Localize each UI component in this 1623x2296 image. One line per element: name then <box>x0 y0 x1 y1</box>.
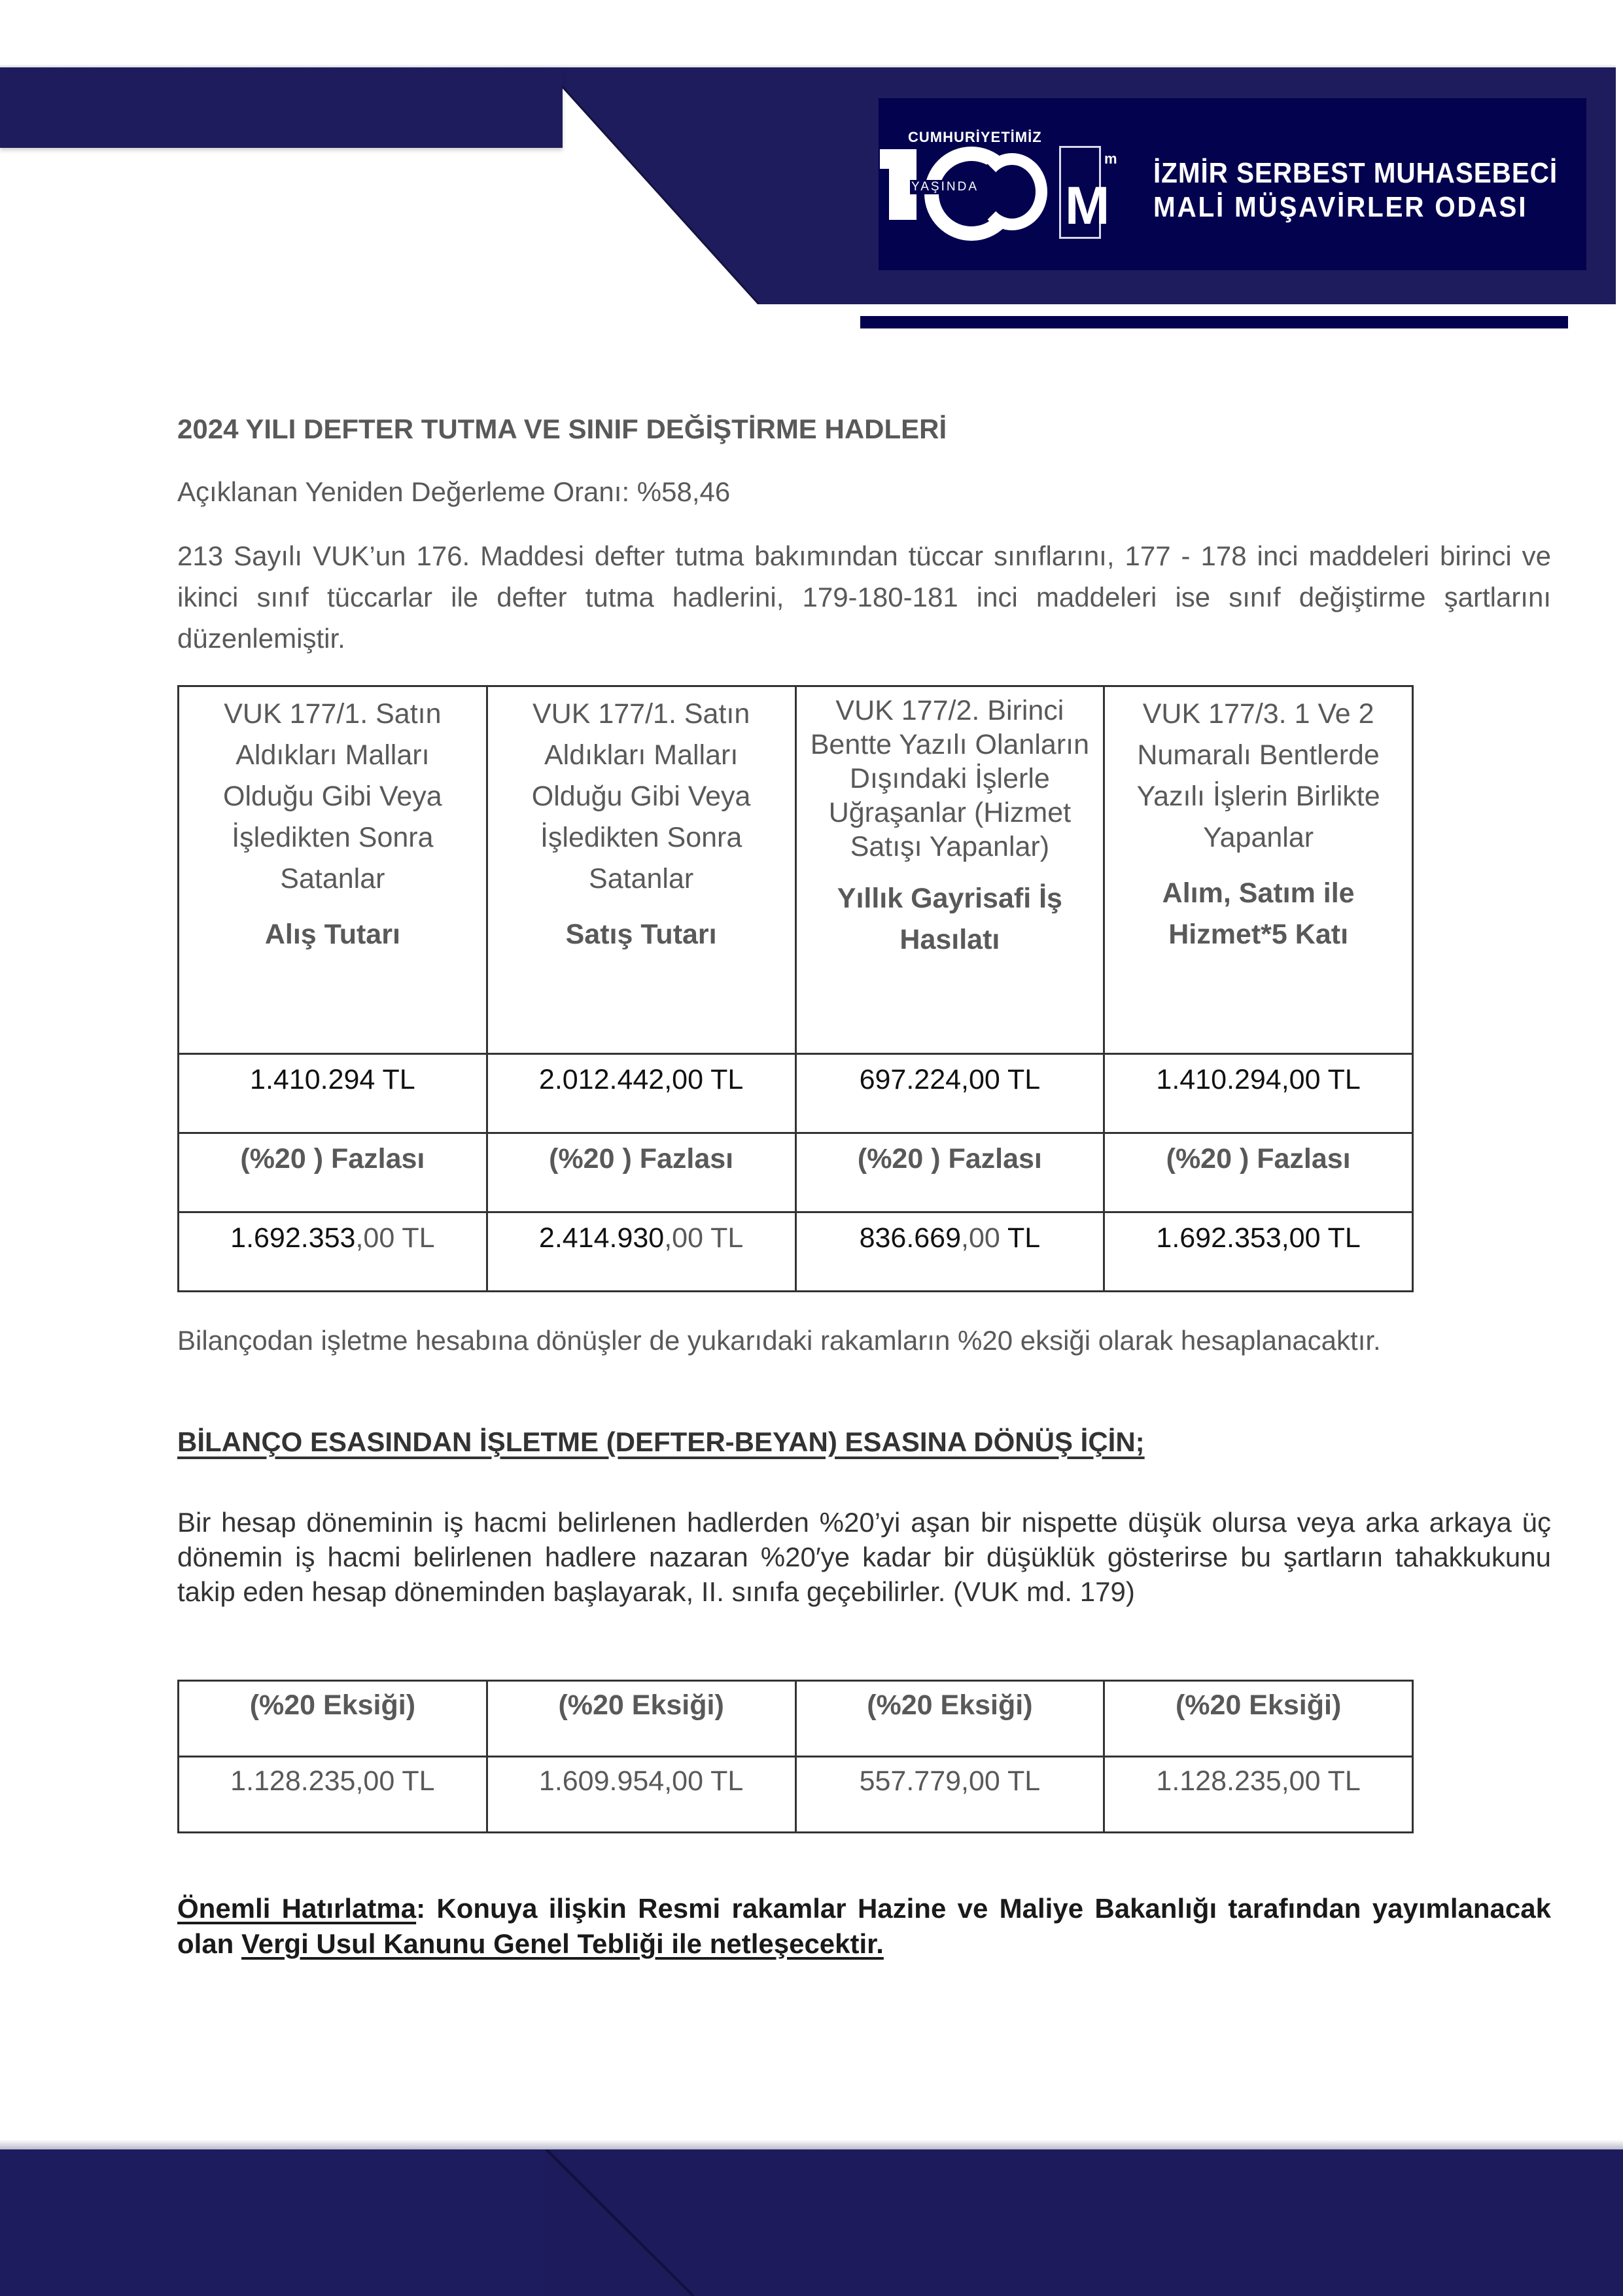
footer-diagonal-divider <box>0 2149 1623 2296</box>
column-measure: Alış Tutarı <box>264 919 400 950</box>
plus20-suffix: ,00 TL <box>355 1222 435 1254</box>
plus20-value: 2.414.930 <box>538 1222 665 1254</box>
table-cell: 1.128.235,00 TL <box>1104 1757 1413 1833</box>
logo-m-mark-icon <box>1059 146 1110 239</box>
table-cell <box>179 1054 487 1133</box>
logo-org-name-line2: MALİ MÜŞAVİRLER ODASI <box>1153 191 1528 223</box>
table-row-plus20-values <box>179 1212 1413 1292</box>
header-left-bar <box>0 67 563 148</box>
table-row <box>179 1757 1413 1833</box>
logo-anniversary-bottom: YAŞINDA <box>911 180 979 194</box>
column-description: VUK 177/1. Satın Aldıkları Malları Olduğu Gibi Veya İşledikten Sonra Satanlar <box>223 698 442 894</box>
limit-value: 697.224,00 TL <box>859 1064 1041 1095</box>
limit-value: 1.410.294 <box>250 1064 375 1095</box>
table-row-plus20-label <box>179 1133 1413 1212</box>
table-cell: (%20 ) Fazlası <box>179 1133 487 1212</box>
table-cell: 1.128.235,00 TL <box>179 1757 487 1833</box>
table-cell <box>1104 1054 1413 1133</box>
plus20-value: 1.692.353,00 TL <box>1156 1222 1361 1254</box>
table-cell <box>795 1212 1104 1292</box>
column-description: VUK 177/1. Satın Aldıkları Malları Olduğu Gibi Veya İşledikten Sonra Satanlar <box>531 698 751 894</box>
table-header-cell: (%20 Eksiği) <box>487 1681 795 1757</box>
table-header-cell <box>795 686 1104 1054</box>
organization-logo <box>879 98 1586 270</box>
plus20-suffix: TL <box>1000 1222 1041 1254</box>
page-title: 2024 YILI DEFTER TUTMA VE SINIF DEĞİŞTİRME HADLERİ <box>177 414 947 444</box>
footer-band <box>0 2149 1623 2296</box>
limits-table <box>177 685 1414 1292</box>
limit-value: 2.012.442,00 TL <box>538 1064 744 1095</box>
column-measure: Satış Tutarı <box>565 919 717 950</box>
intro-paragraph: 213 Sayılı VUK’un 176. Maddesi defter tutma bakımından tüccar sınıflarını, 177 - 178 inci maddeleri birinci ve ikinci sınıf tüccarlar ile defter tutma hadlerini, 179-180-181 inci maddeleri ise sınıf değiştirme şartlarını düzenlemiştir. <box>177 540 1551 654</box>
table-header-cell: (%20 Eksiği) <box>179 1681 487 1757</box>
plus20-value: 1.692.353 <box>230 1222 356 1254</box>
table-header-cell <box>1104 686 1413 1054</box>
table-row-limits <box>179 1054 1413 1133</box>
table-cell: (%20 ) Fazlası <box>487 1133 795 1212</box>
column-measure: Yıllık Gayrisafi İş Hasılatı <box>837 883 1062 955</box>
footer-shadow <box>0 2140 1623 2150</box>
table-cell: 1.609.954,00 TL <box>487 1757 795 1833</box>
table-header-cell: (%20 Eksiği) <box>795 1681 1104 1757</box>
plus20-decimal: ,00 <box>961 1222 1000 1254</box>
bilanco-note: Bilançodan işletme hesabına dönüşler de yukarıdaki rakamların %20 eksiği olarak hesaplanacaktır. <box>177 1325 1381 1356</box>
plus20-suffix: ,00 TL <box>664 1222 744 1254</box>
table-header-row <box>179 1681 1413 1757</box>
reminder-label: Önemli Hatırlatma <box>177 1893 417 1924</box>
important-reminder <box>177 1891 1551 1962</box>
plus20-value: 836.669 <box>859 1222 962 1254</box>
minus20-table <box>177 1680 1414 1833</box>
table-cell: (%20 ) Fazlası <box>795 1133 1104 1212</box>
table-cell <box>795 1054 1104 1133</box>
limit-suffix: TL <box>375 1064 415 1095</box>
logo-org-name-line1: İZMİR SERBEST MUHASEBECİ <box>1153 157 1558 189</box>
rule-paragraph: Bir hesap döneminin iş hacmi belirlenen hadlerden %20’yi aşan bir nispette düşük olursa veya arka arkaya üç dönemin iş hacmi belirlenen hadlere nazaran %20′ye kadar bir düşüklük gösterirse bu şartların tahakkukunu takip eden hesap döneminden başlayarak, II. sınıfa geçebilirler. (VUK md. 179) <box>177 1507 1551 1607</box>
column-measure: Alım, Satım ile Hizmet*5 Katı <box>1162 877 1355 950</box>
column-description: VUK 177/3. 1 Ve 2 Numaralı Bentlerde Yazılı İşlerin Birlikte Yapanlar <box>1136 698 1380 853</box>
logo-digit-zero-icon <box>977 153 1047 230</box>
limit-value: 1.410.294,00 TL <box>1156 1064 1361 1095</box>
table-cell <box>487 1212 795 1292</box>
logo-anniversary-top: CUMHURİYETİMİZ <box>908 129 1042 145</box>
revaluation-rate: Açıklanan Yeniden Değerleme Oranı: %58,46 <box>177 476 731 507</box>
column-description: VUK 177/2. Birinci Bentte Yazılı Olanların Dışındaki İşlerle Uğraşanlar (Hizmet Satışı Yapanlar) <box>810 695 1089 862</box>
table-cell: (%20 ) Fazlası <box>1104 1133 1413 1212</box>
header-underline-bar <box>860 316 1568 328</box>
section-heading: BİLANÇO ESASINDAN İŞLETME (DEFTER-BEYAN) ESASINA DÖNÜŞ İÇİN; <box>177 1426 1145 1457</box>
table-header-cell <box>179 686 487 1054</box>
table-cell <box>487 1054 795 1133</box>
logo-mark-letter: M <box>1065 176 1110 236</box>
table-header-cell <box>487 686 795 1054</box>
table-header-cell: (%20 Eksiği) <box>1104 1681 1413 1757</box>
reminder-emphasis: Vergi Usul Kanunu Genel Tebliği ile netleşecektir. <box>241 1928 884 1959</box>
reminder-text: Konuya ilişkin Resmi rakamlar Hazine ve Maliye Bakanlığı tarafından yayımlanacak olan <box>177 1893 1551 1959</box>
logo-mark-superscript: m <box>1104 150 1117 167</box>
table-cell <box>179 1212 487 1292</box>
table-cell <box>1104 1212 1413 1292</box>
reminder-colon: : <box>416 1893 426 1924</box>
table-header-row <box>179 686 1413 1054</box>
table-cell: 557.779,00 TL <box>795 1757 1104 1833</box>
